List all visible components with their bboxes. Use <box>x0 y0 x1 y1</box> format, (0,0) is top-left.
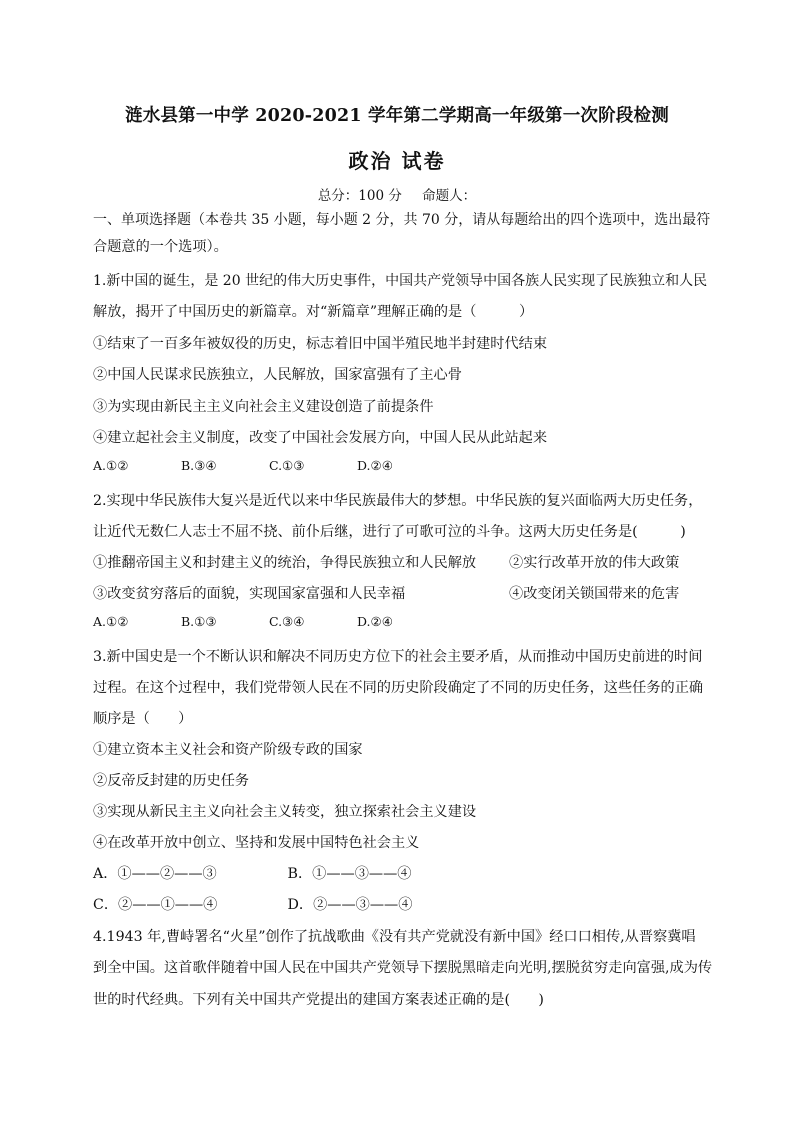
section-instruction-line2: 合题意的一个选项）。 <box>93 239 228 255</box>
q3-option-b[interactable]: B．①——③——④ <box>287 866 412 882</box>
q2-stem-line2: 让近代无数仁人志士不屈不挠、前仆后继，进行了可歌可泣的斗争。这两大历史任务是( ) <box>93 524 686 540</box>
q2-item-4: ④改变闭关锁国带来的危害 <box>509 586 680 602</box>
q3-option-c[interactable]: C．②——①——④ <box>93 897 218 913</box>
q3-item-2: ②反帝反封建的历史任务 <box>93 773 250 789</box>
q3-stem-line2: 过程。在这个过程中，我们党带领人民在不同的历史阶段确定了不同的历史任务，这些任务的正确 <box>93 680 704 696</box>
section-instruction-line1: 一、单项选择题（本卷共 35 小题，每小题 2 分，共 70 分，请从每题给出的四个选项中，选出最符 <box>93 212 711 228</box>
q1-item-3: ③为实现由新民主主义向社会主义建设创造了前提条件 <box>93 399 434 415</box>
q2-item-2: ②实行改革开放的伟大政策 <box>509 555 680 571</box>
total-score: 总分：100 分 <box>317 188 402 204</box>
q1-item-1: ①结束了一百多年被奴役的历史，标志着旧中国半殖民地半封建时代结束 <box>93 336 548 352</box>
q2-items-row1 <box>93 552 713 572</box>
q1-item-2: ②中国人民谋求民族独立，人民解放，国家富强有了主心骨 <box>93 367 462 383</box>
q4-stem-line1: 4.1943 年,曹峙署名“火星”创作了抗战歌曲《没有共产党就没有新中国》经口口相传,从晋察冀唱 <box>93 929 696 945</box>
q3-item-4: ④在改革开放中创立、坚持和发展中国特色社会主义 <box>93 835 420 851</box>
q2-option-a[interactable]: A.①② <box>93 614 129 629</box>
q2-option-b[interactable]: B.①③ <box>180 614 217 629</box>
q4-stem-line3: 世的时代经典。下列有关中国共产党提出的建国方案表述正确的是( ) <box>93 992 544 1008</box>
q3-options-row1 <box>93 863 411 883</box>
exam-title: 涟水县第一中学 2020-2021 学年第二学期高一年级第一次阶段检测 <box>125 106 669 126</box>
q1-option-d[interactable]: D.②④ <box>356 458 393 473</box>
q3-stem-line1: 3.新中国史是一个不断认识和解决不同历史方位下的社会主要矛盾，从而推动中国历史前进的时间 <box>93 649 703 665</box>
q3-option-d[interactable]: D．②——③——④ <box>287 897 413 913</box>
q2-item-1: ①推翻帝国主义和封建主义的统治，争得民族独立和人民解放 <box>93 555 477 571</box>
q3-option-a[interactable]: A．①——②——③ <box>93 866 217 882</box>
exam-subtitle: 政治 试卷 <box>348 149 446 173</box>
q2-options <box>93 614 393 629</box>
q1-option-b[interactable]: B.③④ <box>180 458 217 473</box>
q2-item-3: ③改变贫穷落后的面貌，实现国家富强和人民幸福 <box>93 586 406 602</box>
q2-stem-line1: 2.实现中华民族伟大复兴是近代以来中华民族最伟大的梦想。中华民族的复兴面临两大历史任务， <box>93 493 703 509</box>
q3-item-3: ③实现从新民主主义向社会主义转变，独立探索社会主义建设 <box>93 804 477 820</box>
q1-option-a[interactable]: A.①② <box>93 458 129 473</box>
q2-option-d[interactable]: D.②④ <box>356 614 393 629</box>
exam-author: 命题人： <box>422 188 477 204</box>
q3-stem-line3: 顺序是（ ） <box>93 711 193 727</box>
q4-stem-line2: 到全中国。这首歌伴随着中国人民在中国共产党领导下摆脱黑暗走向光明,摆脱贫穷走向富强,成为传 <box>93 960 713 976</box>
q3-item-1: ①建立资本主义社会和资产阶级专政的国家 <box>93 742 363 758</box>
q2-items-row2 <box>93 583 713 603</box>
q1-option-c[interactable]: C.①③ <box>268 458 305 473</box>
q2-option-c[interactable]: C.③④ <box>268 614 305 629</box>
exam-meta <box>0 184 794 204</box>
q1-stem-line1: 1.新中国的诞生，是 20 世纪的伟大历史事件，中国共产党领导中国各族人民实现了民族独立和人民 <box>93 273 708 289</box>
q1-stem-line2: 解放，揭开了中国历史的新篇章。对“新篇章”理解正确的是（ ） <box>93 304 534 320</box>
q3-options-row2 <box>93 894 412 914</box>
q1-options <box>93 458 393 473</box>
q1-item-4: ④建立起社会主义制度，改变了中国社会发展方向，中国人民从此站起来 <box>93 430 548 446</box>
